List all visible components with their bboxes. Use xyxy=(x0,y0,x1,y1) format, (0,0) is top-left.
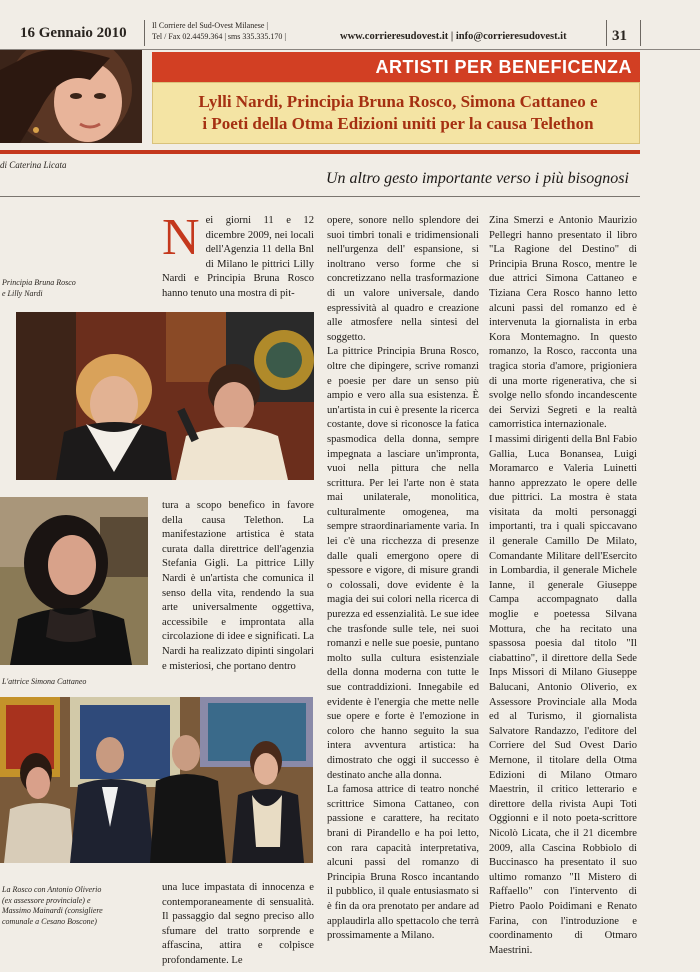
website-email: www.corrieresudovest.it | info@corrieresudovest.it xyxy=(340,31,567,42)
page-header xyxy=(0,16,700,50)
headline-box xyxy=(152,82,640,144)
issue-date: 16 Gennaio 2010 xyxy=(20,25,127,41)
photo-simona-cattaneo xyxy=(0,497,148,665)
article-column-1-middle xyxy=(162,499,314,674)
paragraph: tura a scopo benefico in favore della causa Telethon. La manifestazione artistica è stata curata dalla direttrice dell'agenzia Stefania Gigli. La pittrice Lilly Nardi è un'artista che comunica il senso della vita, rendendo la sua arte universalmente oggettiva, accessibile e improntata alla circolazione di idee e significati. La Nardi ha realizzato dipinti singolari e misteriosi, che portano dentro xyxy=(162,500,314,672)
section-title: ARTISTI PER BENEFICENZA xyxy=(375,57,632,77)
article-column-3 xyxy=(489,214,637,958)
paragraph: I massimi dirigenti della Bnl Fabio Gallia, Luca Bonansea, Luigi Moramarco e Valeria Luinetti hanno apprezzato le opere delle due pittrici. La mostra è stata visitata da molti personaggi importanti, tra i quali spiccavano il generale Camillo De Milato, Comandante Militare dell'Esercito in Lombardia, il generale Michele Ianne, il generale Giuseppe Campa accompagnato dalla moglie e poetessa Silvana Mottura, che ha recitato una spassosa poesia dal titolo "Il ciabattino", il direttore della Sede Inps Missori di Milano Giuseppe Balucani, Antonio Oliverio, ex Assessore Provinciale alla Moda ed al Turismo, il giornalista Salvatore Randazzo, l'editore del Corriere del Sud Ovest Dario Mernone, il titolare della Otma Edizioni di Milano Otmaro Maestrin, il critico letterario e direttore della rivista Aupi Toti Oggionni e il noto poeta-scrittore Nicolò Licata, che il 21 dicembre 2009, alla Cascina Robbiolo di Buccinasco ha presentato il suo ultimo romanzo "Il Mistero di Raffaello" con l'intervento di Pietro Paolo Poidimani e Renato Farina, con l'introduzione e coordinamento di Otmaro Maestrini. xyxy=(489,433,638,956)
page-number: 31 xyxy=(612,28,627,44)
photo-caption-3 xyxy=(2,885,103,927)
article-column-1-intro xyxy=(162,209,314,302)
headline xyxy=(163,91,633,135)
red-divider xyxy=(0,150,640,154)
photo-caption-1 xyxy=(2,278,76,299)
drop-cap: N xyxy=(162,209,200,266)
paragraph: una luce impastata di innocenza e contemporaneamente di sensualità. Il passaggio dal segno preciso allo sfumare del tratto sorprende e affascina, attira e colpisce profondamente. Le xyxy=(162,882,314,966)
caption-line: La Rosco con Antonio Oliverio xyxy=(2,885,102,894)
article-column-2 xyxy=(327,214,479,944)
photo-group-rosco-oliverio-mainardi xyxy=(0,697,313,863)
caption-line: comunale a Cesano Boscone) xyxy=(2,916,97,926)
caption-line: Massimo Mainardi (consigliere xyxy=(2,906,103,915)
paragraph: La pittrice Principia Bruna Rosco, oltre che dipingere, scrive romanzi e poesie per dare un senso più ampio e vero alla sua esistenza. È un'artista in cui è presente la ricerca costante, dove si riconosce la fatica spasmodica della donna, sempre impegnata a lasciare un'impronta, vuoi nella pittura che nella scrittura. Per lei l'arte non è stata mai unilaterale, monolitica, culturalmente omogenea, ma sempre straordinariamente varia. In lei c'è una ricchezza di presenze dalle quali emergono opere di spessore e vigore, di misure grandi o colossali, dove evidente è la magia dei sui colori nella ricerca di purezza ed essenzialità. Le sue idee che trasfonde sulle tele, nei suoi romanzi e nelle sue poesie, puntano molto sulla cultura esistenziale della donna moderna con tutte le sue contraddizioni. Innegabile ed evidente è l'energia che mette nelle sue opere e forte è l'emozione in coloro che hanno seguito la sua intera avventura artistica: ha dimostrato che oggi il successo è destinato anche alla donna. xyxy=(327,346,479,781)
publication-name: Il Corriere del Sud-Ovest Milanese | xyxy=(152,21,269,30)
article-column-1-bottom xyxy=(162,881,314,969)
header-divider xyxy=(640,20,641,46)
author-portrait-photo xyxy=(0,50,142,143)
photo-caption-2: L'attrice Simona Cattaneo xyxy=(2,677,87,686)
paragraph: opere, sonore nello splendore dei suoi timbri tonali e tridimensionali nell'urgenza dell' espansione, si inoltrano verso forme che si concretizzano nella trasformazione di un valore universale, dando espressività al quadro e creazione alle atmosfere nella sintesi del soggetto. xyxy=(327,215,479,343)
headline-line-1: Lylli Nardi, Principia Bruna Rosco, Simona Cattaneo e xyxy=(198,92,598,111)
section-banner xyxy=(152,52,640,82)
paragraph: Zina Smerzi e Antonio Maurizio Pellegri hanno presentato il libro "La Ragione del Destino" di Principia Bruna Rosco, mentre le due attrici Simona Cattaneo e Tiziana Cera Rosco hanno letto alcuni passi del romanzo ed è intervenuta la giornalista in erba Kora Montemagno. In questo romanzo, la Rosco, racconta una tragica storia d'amore, prigioniera di una morte rigenerativa, che si svolge nello sfondo incandescente dei Servizi Segreti e la realtà camorristica internazionale. xyxy=(489,215,637,431)
article-subtitle: Un altro gesto importante verso i più bisognosi xyxy=(326,170,629,187)
header-divider xyxy=(606,20,607,46)
paragraph: ei giorni 11 e 12 dicembre 2009, nei locali dell'Agenzia 11 della Bnl di Milano le pittrici Lilly Nardi e Principia Bruna Rosco hanno tenuto una mostra di pit- xyxy=(162,215,314,299)
caption-line: (ex assessore provinciale) e xyxy=(2,895,91,905)
photo-rosco-nardi xyxy=(16,312,314,480)
header-divider xyxy=(144,20,145,46)
divider xyxy=(0,196,640,197)
caption-line: e Lilly Nardi xyxy=(2,288,43,298)
paragraph: La famosa attrice di teatro nonché scrittrice Simona Cattaneo, con passione e carattere, ha recitato brani di Pirandello e ha poi letto, con rara capacità interpretativa, alcuni passi del romanzo di Principia Bruna Rosco incantando il pubblico, il quale entusiasmato si è fin da ora prenotato per andare ad applaudirla allo spettacolo che terrà prossimamente a Milano. xyxy=(327,784,479,942)
byline: di Caterina Licata xyxy=(0,160,67,170)
publication-contacts: Tel / Fax 02.4459.364 | sms 335.335.170 | xyxy=(152,32,286,41)
headline-line-2: i Poeti della Otma Edizioni uniti per la causa Telethon xyxy=(202,114,594,133)
caption-line: Principia Bruna Rosco xyxy=(2,278,76,287)
